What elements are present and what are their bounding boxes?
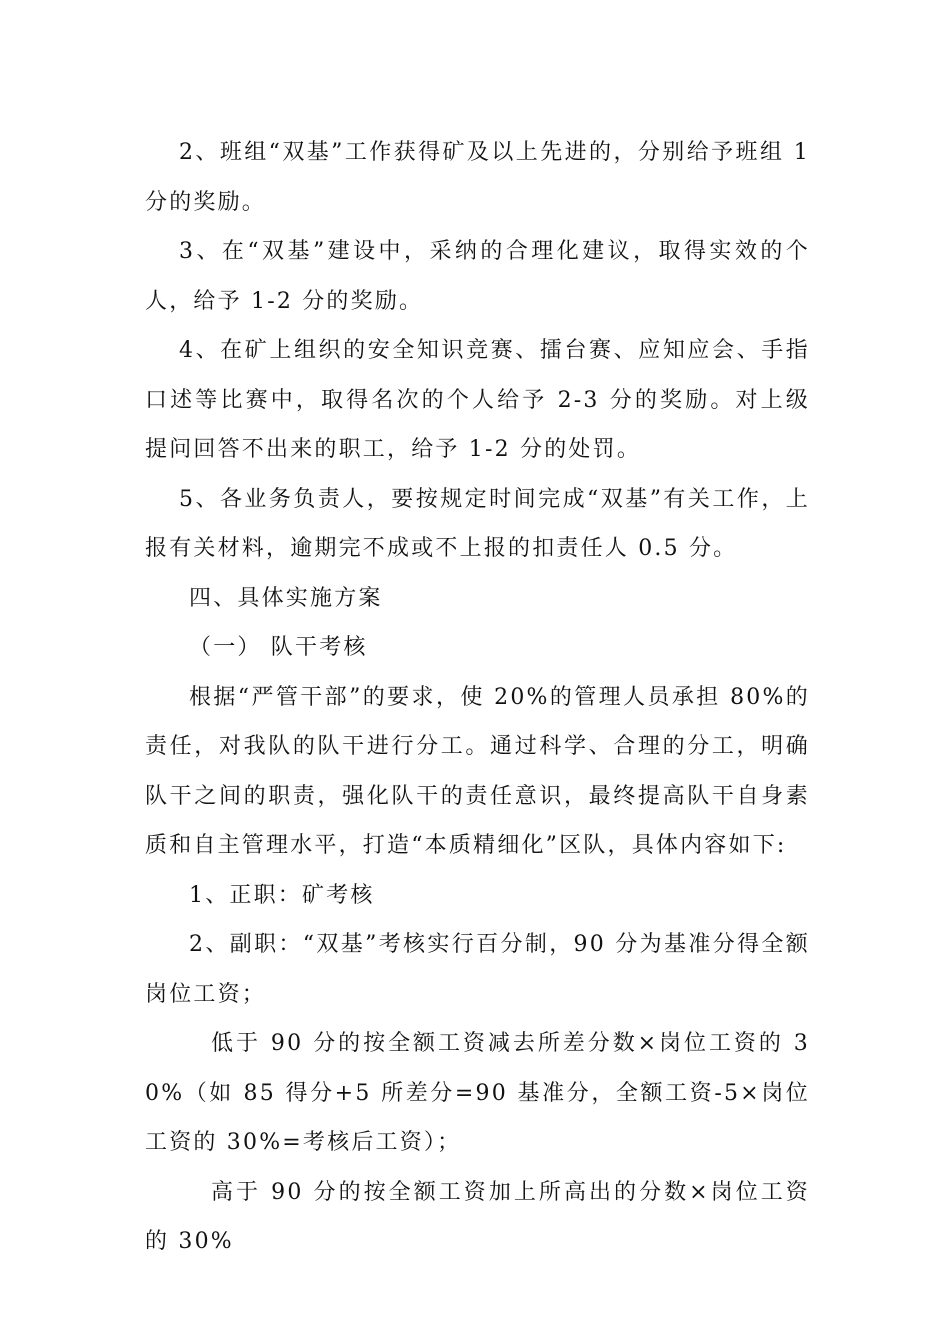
paragraph-class-award: 2、班组“双基”工作获得矿及以上先进的，分别给予班组 1 分的奖励。: [145, 140, 810, 215]
section-heading-implementation: 四、具体实施方案: [189, 585, 383, 611]
paragraph-above-baseline: 高于 90 分的按全额工资加上所高出的分数×岗位工资的 30%: [145, 1179, 810, 1254]
paragraph-deadline-penalty: 5、各业务负责人，要按规定时间完成“双基”有关工作，上报有关材料，逾期完不成或不上报的扣责任人 0.5 分。: [145, 486, 810, 561]
paragraph-deputy-assessment: 2、副职：“双基”考核实行百分制，90 分为基准分得全额岗位工资；: [145, 932, 810, 1007]
paragraph-strict-cadre-management: 根据“严管干部”的要求，使 20%的管理人员承担 80%的责任，对我队的队干进行分工。通过科学、合理的分工，明确队干之间的职责，强化队干的责任意识，最终提高队干自身素质和自主管理水平，打造“本质精细化”区队，具体内容如下:: [145, 684, 810, 858]
paragraph-competition-award: 4、在矿上组织的安全知识竞赛、擂台赛、应知应会、手指口述等比赛中，取得名次的个人给予 2-3 分的奖励。对上级提问回答不出来的职工，给予 1-2 分的处罚。: [145, 338, 810, 462]
paragraph-below-baseline: 低于 90 分的按全额工资减去所差分数×岗位工资的 30%（如 85 得分+5 所差分=90 基准分，全额工资-5×岗位工资的 30%=考核后工资）；: [145, 1031, 810, 1155]
paragraph-principal-assessment: 1、正职：矿考核: [189, 882, 375, 908]
subsection-heading-cadre-assessment: （一） 队干考核: [189, 635, 368, 660]
document-body: [145, 128, 810, 1267]
paragraph-suggestion-award: 3、在“双基”建设中，采纳的合理化建议，取得实效的个人，给予 1-2 分的奖励。: [145, 239, 810, 314]
